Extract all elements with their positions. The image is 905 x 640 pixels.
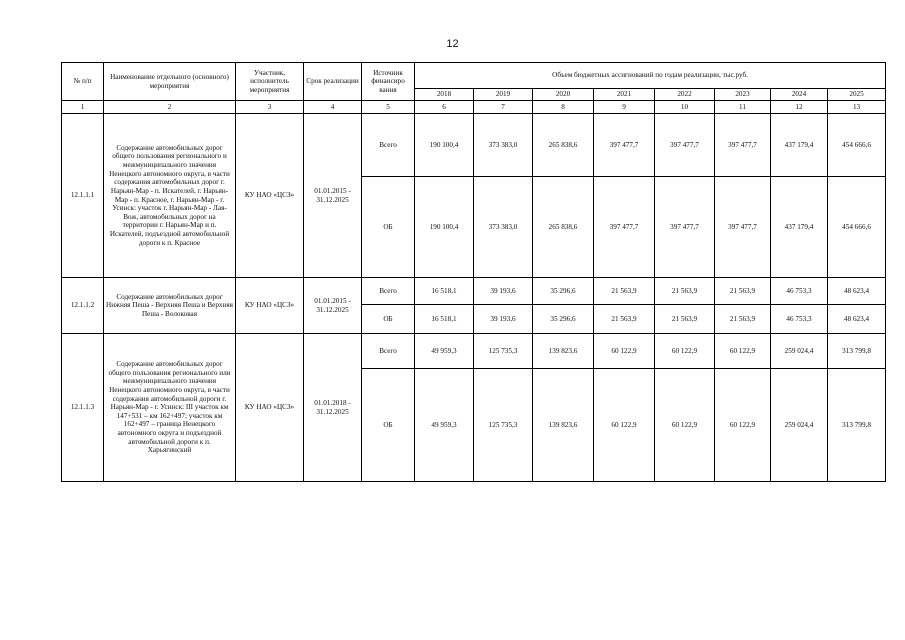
value-cell: 313 799,8 (828, 369, 886, 482)
column-number: 10 (655, 101, 715, 114)
header-year: 2020 (533, 89, 594, 101)
column-number: 11 (715, 101, 771, 114)
value-cell: 60 122,9 (715, 334, 771, 369)
value-cell: 60 122,9 (655, 369, 715, 482)
value-cell: 60 122,9 (715, 369, 771, 482)
header-participant: Участник, исполнитель мероприятия (236, 63, 304, 101)
value-cell: 454 666,6 (828, 177, 886, 278)
header-name: Наименование отдельного (основного) мероприятия (104, 63, 236, 101)
row-source-total: Всего (362, 278, 415, 305)
value-cell: 21 563,9 (594, 278, 655, 305)
value-cell: 259 024,4 (771, 369, 828, 482)
value-cell: 46 753,3 (771, 305, 828, 334)
value-cell: 60 122,9 (655, 334, 715, 369)
value-cell: 190 100,4 (415, 177, 474, 278)
column-numbers-row (62, 101, 886, 114)
value-cell: 16 518,1 (415, 278, 474, 305)
header-year: 2022 (655, 89, 715, 101)
row-number: 12.1.1.2 (62, 278, 104, 334)
value-cell: 21 563,9 (715, 278, 771, 305)
header-year: 2023 (715, 89, 771, 101)
row-period: 01.01.2015 - 31.12.2025 (304, 278, 362, 334)
value-cell: 397 477,7 (655, 114, 715, 177)
column-number: 2 (104, 101, 236, 114)
header-year: 2025 (828, 89, 886, 101)
table-row (62, 114, 886, 177)
column-number: 3 (236, 101, 304, 114)
value-cell: 125 735,3 (474, 334, 533, 369)
value-cell: 373 383,0 (474, 114, 533, 177)
table-row (62, 334, 886, 369)
value-cell: 16 518,1 (415, 305, 474, 334)
value-cell: 373 383,0 (474, 177, 533, 278)
column-number: 5 (362, 101, 415, 114)
value-cell: 190 100,4 (415, 114, 474, 177)
row-name: Содержание автомобильных дорог Нижняя Пеша - Верхняя Пеша и Верхняя Пеша - Волоковая (104, 278, 236, 334)
header-num: № п/п (62, 63, 104, 101)
header-year: 2018 (415, 89, 474, 101)
value-cell: 397 477,7 (715, 177, 771, 278)
column-number: 12 (771, 101, 828, 114)
column-number: 13 (828, 101, 886, 114)
value-cell: 46 753,3 (771, 278, 828, 305)
value-cell: 437 179,4 (771, 114, 828, 177)
row-name: Содержание автомобильных дорог общего пользования регионального и межмуниципального значения Ненецкого автономного округа, в части содержания автомобильных дорог г. Нарьян-Мар - п. Искателей, г. Нарьян-Мар - п. Красное, г. Нарьян-Мар - г. Усинск: участок г. Нарьян-Мар - Лая-Вож, автомобильных дорог на территории г. Нарьян-Мар и п. Искателей, подъездной автомобильной дороги к п. Красное (104, 114, 236, 278)
row-period: 01.01.2018 - 31.12.2025 (304, 334, 362, 482)
value-cell: 48 623,4 (828, 305, 886, 334)
value-cell: 39 193,6 (474, 278, 533, 305)
value-cell: 139 823,6 (533, 334, 594, 369)
header-source: Источник финансиро вания (362, 63, 415, 101)
value-cell: 21 563,9 (655, 305, 715, 334)
value-cell: 313 799,8 (828, 334, 886, 369)
value-cell: 21 563,9 (655, 278, 715, 305)
row-source-total: Всего (362, 334, 415, 369)
header-budget: Объем бюджетных ассигнований по годам реализации, тыс.руб. (415, 63, 886, 89)
value-cell: 48 623,4 (828, 278, 886, 305)
row-period: 01.01.2015 - 31.12.2025 (304, 114, 362, 278)
value-cell: 125 735,3 (474, 369, 533, 482)
value-cell: 60 122,9 (594, 334, 655, 369)
row-number: 12.1.1.1 (62, 114, 104, 278)
row-source-ob: ОБ (362, 305, 415, 334)
value-cell: 60 122,9 (594, 369, 655, 482)
header-year: 2024 (771, 89, 828, 101)
row-source-ob: ОБ (362, 177, 415, 278)
value-cell: 259 024,4 (771, 334, 828, 369)
header-period: Срок реализации (304, 63, 362, 101)
column-number: 4 (304, 101, 362, 114)
header-year: 2021 (594, 89, 655, 101)
value-cell: 35 296,6 (533, 278, 594, 305)
header-year: 2019 (474, 89, 533, 101)
value-cell: 397 477,7 (594, 177, 655, 278)
value-cell: 397 477,7 (594, 114, 655, 177)
row-number: 12.1.1.3 (62, 334, 104, 482)
column-number: 9 (594, 101, 655, 114)
row-source-total: Всего (362, 114, 415, 177)
value-cell: 39 193,6 (474, 305, 533, 334)
value-cell: 437 179,4 (771, 177, 828, 278)
value-cell: 21 563,9 (594, 305, 655, 334)
column-number: 7 (474, 101, 533, 114)
value-cell: 49 959,3 (415, 369, 474, 482)
value-cell: 265 838,6 (533, 114, 594, 177)
value-cell: 265 838,6 (533, 177, 594, 278)
value-cell: 139 823,6 (533, 369, 594, 482)
row-source-ob: ОБ (362, 369, 415, 482)
value-cell: 35 296,6 (533, 305, 594, 334)
row-participant: КУ НАО «ЦСЗ» (236, 278, 304, 334)
budget-table (61, 62, 886, 482)
value-cell: 49 959,3 (415, 334, 474, 369)
row-participant: КУ НАО «ЦСЗ» (236, 114, 304, 278)
column-number: 6 (415, 101, 474, 114)
value-cell: 397 477,7 (655, 177, 715, 278)
value-cell: 397 477,7 (715, 114, 771, 177)
page-number: 12 (446, 38, 459, 50)
row-participant: КУ НАО «ЦСЗ» (236, 334, 304, 482)
column-number: 1 (62, 101, 104, 114)
column-number: 8 (533, 101, 594, 114)
table-row (62, 278, 886, 305)
value-cell: 454 666,6 (828, 114, 886, 177)
value-cell: 21 563,9 (715, 305, 771, 334)
header-row (62, 63, 886, 89)
row-name: Содержание автомобильных дорог общего пользования регионального или межмуниципального значения Ненецкого автономного округа, в части содержания автомобильной дороги г. Нарьян-Мар - г. Усинск: III участок км 147+531 – км 162+497; участок км 162+497 – граница Ненецкого автономного округа и подъездной автомобильной дороги к п. Харьягинский (104, 334, 236, 482)
